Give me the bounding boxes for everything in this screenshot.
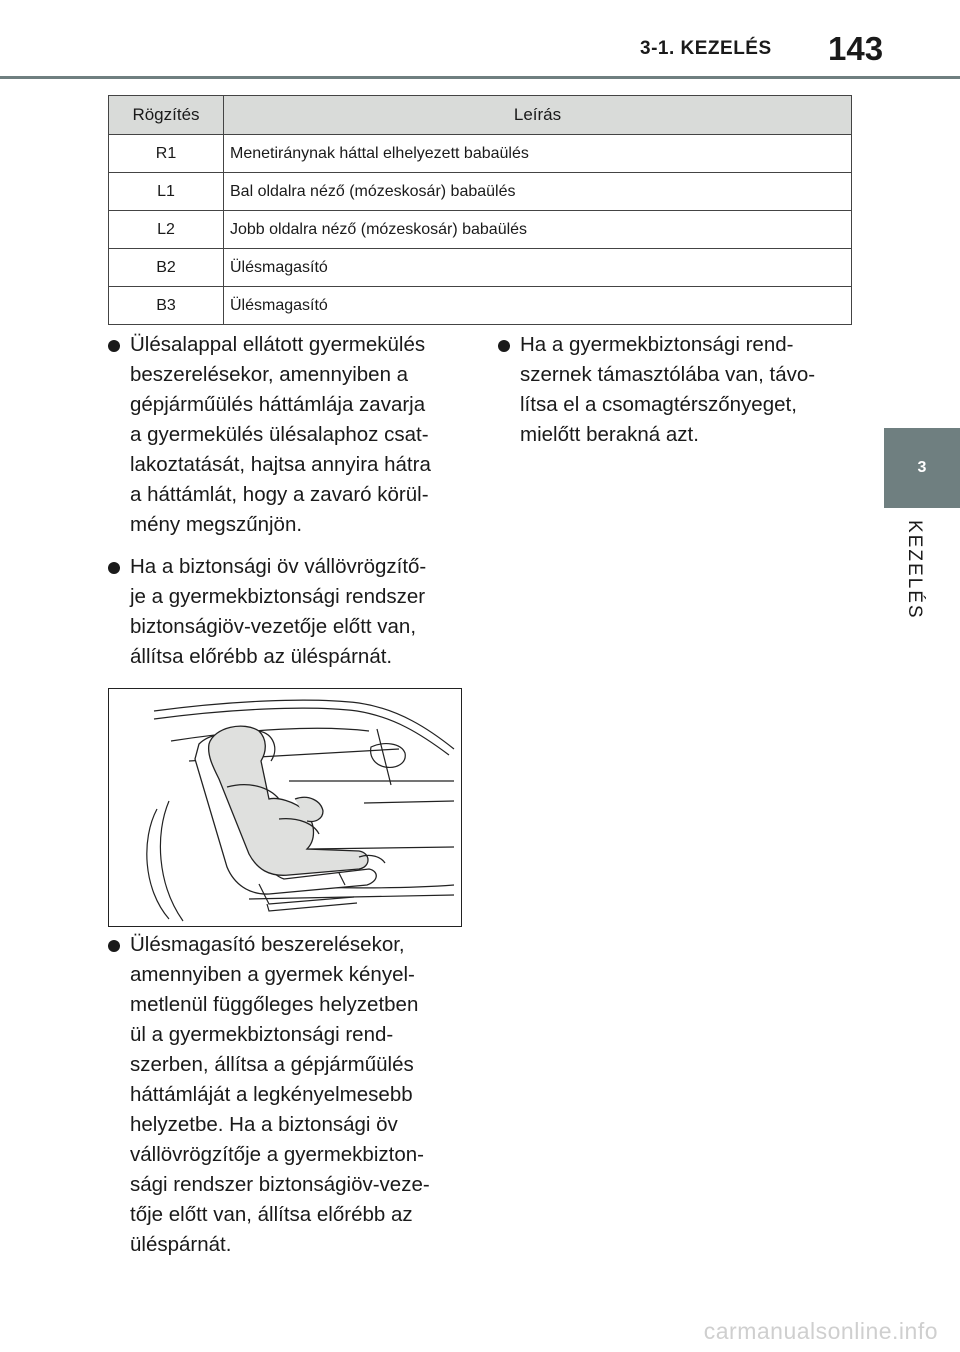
section-title: 3-1. KEZELÉS — [640, 38, 772, 59]
table-header-description: Leírás — [224, 96, 852, 135]
text-line: lakoztatását, hajtsa annyira hátra — [130, 453, 431, 476]
table-cell-code: L2 — [109, 211, 224, 249]
text-line: szerben, állítsa a gépjárműülés — [130, 1053, 414, 1076]
lower-bullet-list — [108, 930, 478, 1272]
bullet-support-leg — [498, 330, 868, 450]
table-cell-code: L1 — [109, 173, 224, 211]
chapter-number: 3 — [917, 459, 927, 476]
bullet-dot — [108, 340, 120, 352]
table-cell-code: B2 — [109, 249, 224, 287]
table-row — [109, 211, 852, 249]
table-cell-desc: Jobb oldalra néző (mózeskosár) babaülés — [224, 211, 852, 249]
table-cell-desc: Ülésmagasító — [224, 249, 852, 287]
text-line: tője előtt van, állítsa előrébb az — [130, 1203, 413, 1226]
table-cell-code: B3 — [109, 287, 224, 325]
text-line: a gyermekülés ülésalaphoz csat- — [130, 423, 429, 446]
text-line: amennyiben a gyermek kényel- — [130, 963, 415, 986]
chapter-tab — [884, 428, 960, 508]
table-header-fixing: Rögzítés — [109, 96, 224, 135]
text-line: gépjárműülés háttámlája zavarja — [130, 393, 426, 416]
text-line: Ha a gyermekbiztonsági rend- — [520, 333, 794, 356]
table-row — [109, 173, 852, 211]
table-row — [109, 249, 852, 287]
text-line: ül a gyermekbiztonsági rend- — [130, 1023, 394, 1046]
bullet-dot — [108, 940, 120, 952]
right-bullet-list — [498, 330, 868, 462]
table-cell-desc: Ülésmagasító — [224, 287, 852, 325]
child-seat-illustration — [108, 688, 462, 927]
text-line: háttámláját a legkényelmesebb — [130, 1083, 413, 1106]
text-line: szernek támasztólába van, távo- — [520, 363, 816, 386]
mounting-table — [108, 95, 852, 325]
text-line: állítsa előrébb az üléspárnát. — [130, 645, 393, 668]
table-cell-desc: Menetiránynak háttal elhelyezett babaülés — [224, 135, 852, 173]
left-bullet-list — [108, 330, 478, 684]
text-line: vállövrögzítője a gyermekbizton- — [130, 1143, 424, 1166]
table-header-row — [109, 96, 852, 135]
text-line: biztonságiöv-vezetője előtt van, — [130, 615, 417, 638]
text-line: Ülésmagasító beszerelésekor, — [130, 933, 405, 956]
text-line: mielőtt berakná azt. — [520, 423, 699, 446]
car-seat-drawing — [109, 689, 460, 925]
table-row — [109, 287, 852, 325]
chapter-label: KEZELÉS — [904, 520, 925, 620]
table-cell-desc: Bal oldalra néző (mózeskosár) babaülés — [224, 173, 852, 211]
table-cell-code: R1 — [109, 135, 224, 173]
header-divider — [0, 76, 960, 79]
text-line: a háttámlát, hogy a zavaró körül- — [130, 483, 429, 506]
text-line: üléspárnát. — [130, 1233, 232, 1256]
text-line: sági rendszer biztonságiöv-veze- — [130, 1173, 430, 1196]
text-line: lítsa el a csomagtérszőnyeget, — [520, 393, 797, 416]
text-line: Ha a biztonsági öv vállövrögzítő- — [130, 555, 427, 578]
table-row — [109, 135, 852, 173]
bullet-shoulder-anchor — [108, 552, 478, 672]
bullet-dot — [498, 340, 510, 352]
text-line: je a gyermekbiztonsági rendszer — [130, 585, 426, 608]
text-line: helyzetbe. Ha a biztonsági öv — [130, 1113, 398, 1136]
page-number: 143 — [828, 30, 884, 67]
text-line: mény megszűnjön. — [130, 513, 303, 536]
text-line: beszerelésekor, amennyiben a — [130, 363, 409, 386]
bullet-seat-base — [108, 330, 478, 540]
bullet-dot — [108, 562, 120, 574]
watermark: carmanualsonline.info — [703, 1318, 938, 1344]
text-line: metlenül függőleges helyzetben — [130, 993, 419, 1016]
bullet-booster-seat — [108, 930, 478, 1260]
text-line: Ülésalappal ellátott gyermekülés — [130, 333, 426, 356]
